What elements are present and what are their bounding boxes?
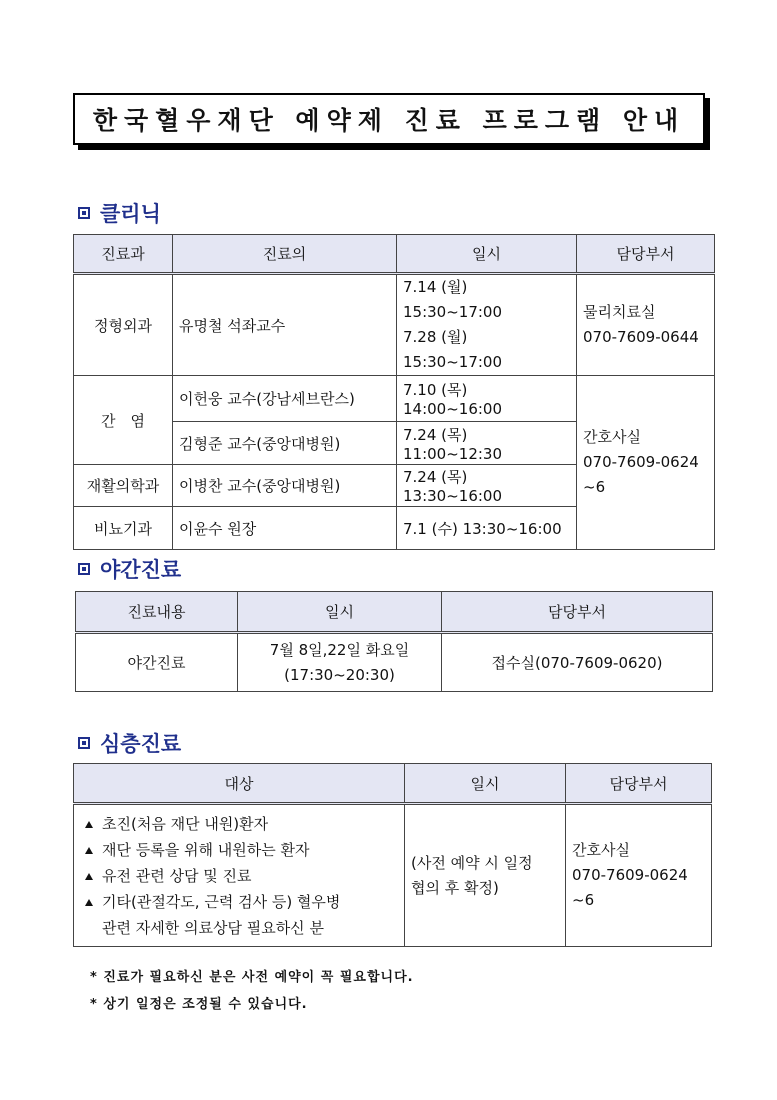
table-row — [74, 376, 715, 422]
dept-cell: 재활의학과 — [74, 465, 173, 507]
table-row — [76, 633, 713, 692]
square-bullet-icon — [78, 737, 90, 749]
office-phone: 070-7609-0644 — [583, 328, 699, 346]
target-continuation: 관련 자세한 의료상담 필요하신 분 — [102, 918, 324, 937]
list-item: 재단 등록을 위해 내원하는 환자 — [80, 837, 398, 863]
office-phone: 070-7609-0624 — [583, 453, 699, 471]
col-header-date: 일시 — [397, 235, 577, 274]
night-heading-text: 야간진료 — [100, 558, 182, 582]
list-item: 초진(처음 재단 내원)환자 — [80, 811, 398, 837]
dept-cell: 정형외과 — [74, 274, 173, 376]
office-cell — [577, 376, 715, 550]
page-title: 한국혈우재단 예약제 진료 프로그램 안내 — [73, 93, 705, 145]
content-cell: 야간진료 — [76, 633, 238, 692]
note-schedule: * 상기 일정은 조정될 수 있습니다. — [90, 997, 308, 1012]
date-cell: 7.1 (수) 13:30~16:00 — [397, 507, 577, 550]
clinic-header-row — [74, 235, 715, 274]
office-ext: ~6 — [572, 891, 595, 909]
office-cell — [566, 804, 712, 947]
office-name: 간호사실 — [572, 841, 630, 859]
col-header-dept: 진료과 — [74, 235, 173, 274]
office-cell: 접수실(070-7609-0620) — [442, 633, 713, 692]
office-name: 간호사실 — [583, 428, 641, 446]
dept-cell: 비뇨기과 — [74, 507, 173, 550]
list-item: 기타(관절각도, 근력 검사 등) 혈우병 — [80, 889, 398, 915]
office-ext: ~6 — [583, 478, 606, 496]
col-header-doctor: 진료의 — [173, 235, 397, 274]
date-line: (17:30~20:30) — [284, 665, 395, 684]
office-name: 물리치료실 — [583, 303, 656, 321]
office-cell — [577, 274, 715, 376]
date-cell: 7.10 (목) 14:00~16:00 — [397, 376, 577, 422]
doctor-cell: 김형준 교수(중앙대병원) — [173, 422, 397, 465]
doctor-cell: 이윤수 원장 — [173, 507, 397, 550]
date-cell — [238, 633, 442, 692]
deep-table — [73, 763, 712, 947]
dept-cell: 간 염 — [74, 376, 173, 465]
night-heading — [78, 554, 181, 584]
clinic-table — [73, 234, 715, 550]
date-cell: 7.24 (목) 13:30~16:00 — [397, 465, 577, 507]
deep-header-row — [74, 764, 712, 804]
date-line: 7.14 (월) 15:30~17:00 — [403, 278, 503, 321]
note-reservation: * 진료가 필요하신 분은 사전 예약이 꼭 필요합니다. — [90, 970, 414, 985]
col-header-office: 담당부서 — [566, 764, 712, 804]
date-cell — [405, 804, 566, 947]
col-header-office: 담당부서 — [442, 592, 713, 633]
square-bullet-icon — [78, 207, 90, 219]
col-header-target: 대상 — [74, 764, 405, 804]
col-header-date: 일시 — [238, 592, 442, 633]
night-table — [75, 591, 713, 692]
doctor-cell: 이병찬 교수(중앙대병원) — [173, 465, 397, 507]
col-header-content: 진료내용 — [76, 592, 238, 633]
target-cell — [74, 804, 405, 947]
target-list — [80, 811, 398, 915]
table-row — [74, 804, 712, 947]
col-header-date: 일시 — [405, 764, 566, 804]
night-header-row — [76, 592, 713, 633]
deep-heading-text: 심층진료 — [100, 732, 182, 756]
date-line: 7.28 (월) 15:30~17:00 — [403, 328, 503, 371]
square-bullet-icon — [78, 563, 90, 575]
doctor-cell: 유명철 석좌교수 — [173, 274, 397, 376]
office-phone: 070-7609-0624 — [572, 866, 688, 884]
deep-heading — [78, 728, 181, 758]
date-line: 협의 후 확정) — [411, 878, 499, 897]
date-cell: 7.24 (목) 11:00~12:30 — [397, 422, 577, 465]
table-row — [74, 274, 715, 376]
list-item: 유전 관련 상담 및 진료 — [80, 863, 398, 889]
col-header-office: 담당부서 — [577, 235, 715, 274]
date-line: (사전 예약 시 일정 — [411, 853, 533, 872]
date-cell — [397, 274, 577, 376]
clinic-heading-text: 클리닉 — [100, 202, 161, 226]
doctor-cell: 이헌웅 교수(강남세브란스) — [173, 376, 397, 422]
date-line: 7월 8일,22일 화요일 — [269, 640, 410, 659]
clinic-heading — [78, 198, 161, 228]
